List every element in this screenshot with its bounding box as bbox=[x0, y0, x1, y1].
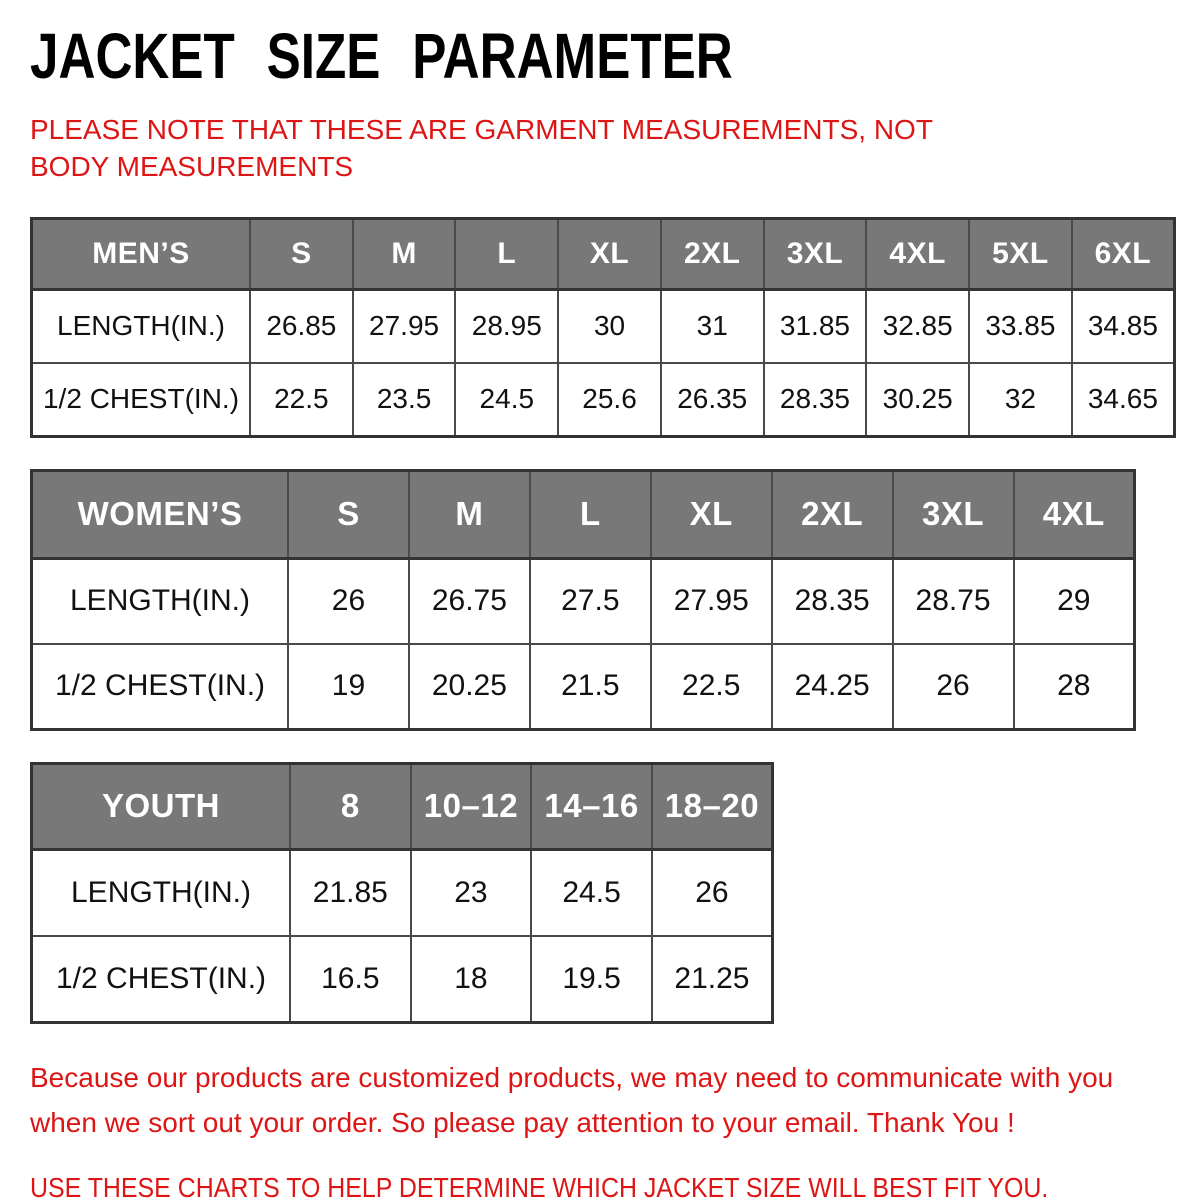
size-header-cell: 10–12 bbox=[411, 763, 532, 849]
size-header-cell: S bbox=[288, 470, 409, 558]
measurement-row bbox=[32, 558, 1135, 644]
measurement-value-cell: 19.5 bbox=[531, 936, 652, 1023]
size-header-cell: XL bbox=[651, 470, 772, 558]
size-header-cell: 2XL bbox=[661, 218, 764, 289]
size-header-cell: 2XL bbox=[772, 470, 893, 558]
row-label-cell: LENGTH(IN.) bbox=[32, 289, 251, 363]
page-title: JACKET SIZE PARAMETER bbox=[30, 20, 733, 92]
measurement-value-cell: 28.95 bbox=[455, 289, 558, 363]
measurement-value-cell: 34.65 bbox=[1072, 363, 1175, 437]
measurement-value-cell: 28 bbox=[1014, 644, 1135, 730]
measurement-value-cell: 22.5 bbox=[250, 363, 353, 437]
measurement-value-cell: 28.75 bbox=[893, 558, 1014, 644]
measurement-value-cell: 19 bbox=[288, 644, 409, 730]
measurement-value-cell: 27.5 bbox=[530, 558, 651, 644]
category-header-cell: YOUTH bbox=[32, 763, 291, 849]
measurement-value-cell: 32.85 bbox=[866, 289, 969, 363]
measurement-value-cell: 25.6 bbox=[558, 363, 661, 437]
measurement-value-cell: 18 bbox=[411, 936, 532, 1023]
measurement-value-cell: 16.5 bbox=[290, 936, 411, 1023]
measurement-value-cell: 33.85 bbox=[969, 289, 1072, 363]
size-header-cell: M bbox=[409, 470, 530, 558]
measurement-value-cell: 21.85 bbox=[290, 849, 411, 936]
womens-size-table bbox=[30, 469, 1136, 731]
measurement-value-cell: 34.85 bbox=[1072, 289, 1175, 363]
size-header-cell: M bbox=[353, 218, 456, 289]
row-label-cell: 1/2 CHEST(IN.) bbox=[32, 644, 289, 730]
mens-size-table bbox=[30, 217, 1176, 438]
measurement-row bbox=[32, 644, 1135, 730]
measurement-row bbox=[32, 363, 1175, 437]
size-header-cell: 4XL bbox=[866, 218, 969, 289]
measurement-value-cell: 32 bbox=[969, 363, 1072, 437]
measurement-value-cell: 20.25 bbox=[409, 644, 530, 730]
measurement-value-cell: 22.5 bbox=[651, 644, 772, 730]
size-header-cell: 3XL bbox=[764, 218, 867, 289]
measurement-value-cell: 26 bbox=[652, 849, 773, 936]
row-label-cell: LENGTH(IN.) bbox=[32, 558, 289, 644]
size-header-row bbox=[32, 763, 773, 849]
measurement-value-cell: 21.25 bbox=[652, 936, 773, 1023]
size-header-cell: L bbox=[455, 218, 558, 289]
size-header-cell: XL bbox=[558, 218, 661, 289]
size-header-row bbox=[32, 470, 1135, 558]
category-header-cell: MEN’S bbox=[32, 218, 251, 289]
measurement-row bbox=[32, 936, 773, 1023]
size-header-cell: 3XL bbox=[893, 470, 1014, 558]
measurement-value-cell: 28.35 bbox=[764, 363, 867, 437]
garment-measurement-note: PLEASE NOTE THAT THESE ARE GARMENT MEASUREMENTS, NOT BODY MEASUREMENTS bbox=[30, 114, 933, 182]
measurement-value-cell: 30 bbox=[558, 289, 661, 363]
measurement-value-cell: 31.85 bbox=[764, 289, 867, 363]
row-label-cell: 1/2 CHEST(IN.) bbox=[32, 936, 291, 1023]
measurement-value-cell: 31 bbox=[661, 289, 764, 363]
size-header-cell: 4XL bbox=[1014, 470, 1135, 558]
size-header-cell: 5XL bbox=[969, 218, 1072, 289]
measurement-value-cell: 26.85 bbox=[250, 289, 353, 363]
size-header-cell: 14–16 bbox=[531, 763, 652, 849]
measurement-value-cell: 26 bbox=[288, 558, 409, 644]
chart-usage-note: USE THESE CHARTS TO HELP DETERMINE WHICH JACKET SIZE WILL BEST FIT YOU. bbox=[30, 1171, 1049, 1200]
size-header-cell: 6XL bbox=[1072, 218, 1175, 289]
measurement-value-cell: 26.35 bbox=[661, 363, 764, 437]
measurement-value-cell: 30.25 bbox=[866, 363, 969, 437]
size-header-cell: 18–20 bbox=[652, 763, 773, 849]
size-header-cell: L bbox=[530, 470, 651, 558]
measurement-row bbox=[32, 849, 773, 936]
measurement-value-cell: 27.95 bbox=[353, 289, 456, 363]
measurement-value-cell: 23 bbox=[411, 849, 532, 936]
measurement-value-cell: 24.25 bbox=[772, 644, 893, 730]
measurement-value-cell: 24.5 bbox=[455, 363, 558, 437]
measurement-value-cell: 23.5 bbox=[353, 363, 456, 437]
row-label-cell: 1/2 CHEST(IN.) bbox=[32, 363, 251, 437]
size-header-row bbox=[32, 218, 1175, 289]
customization-communication-note: Because our products are customized products, we may need to communicate with you when we sort out your order. So please pay attention to your email. Thank You ! bbox=[30, 1061, 1114, 1138]
row-label-cell: LENGTH(IN.) bbox=[32, 849, 291, 936]
measurement-value-cell: 28.35 bbox=[772, 558, 893, 644]
measurement-value-cell: 27.95 bbox=[651, 558, 772, 644]
size-header-cell: S bbox=[250, 218, 353, 289]
measurement-row bbox=[32, 289, 1175, 363]
measurement-value-cell: 29 bbox=[1014, 558, 1135, 644]
youth-size-table bbox=[30, 762, 774, 1024]
measurement-value-cell: 24.5 bbox=[531, 849, 652, 936]
size-header-cell: 8 bbox=[290, 763, 411, 849]
category-header-cell: WOMEN’S bbox=[32, 470, 289, 558]
measurement-value-cell: 26.75 bbox=[409, 558, 530, 644]
measurement-value-cell: 21.5 bbox=[530, 644, 651, 730]
measurement-value-cell: 26 bbox=[893, 644, 1014, 730]
